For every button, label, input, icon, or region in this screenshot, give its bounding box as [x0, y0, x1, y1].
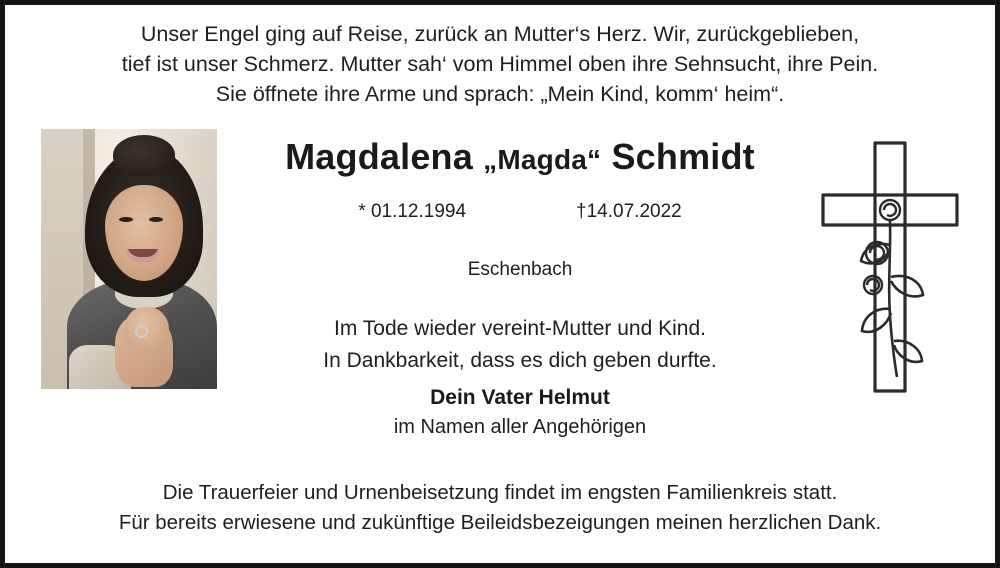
photo-eye-right	[149, 217, 163, 222]
birth-date: * 01.12.1994	[358, 201, 467, 222]
notice-line-1: Die Trauerfeier und Urnenbeisetzung findet im engsten Familienkreis statt.	[162, 481, 838, 504]
mourner-behalf: im Namen aller Angehörigen	[393, 416, 647, 438]
photo-ring	[135, 325, 148, 338]
verse-line-1: Unser Engel ging auf Reise, zurück an Mutter‘s Herz. Wir, zurückgeblieben,	[140, 22, 860, 46]
cross-with-roses-icon	[817, 137, 967, 397]
first-name: Magdalena	[285, 136, 473, 177]
deceased-name	[205, 136, 835, 178]
notice-line-2: Für bereits erwiesene und zukünftige Beileidsbezeigungen meinen herzlichen Dank.	[118, 511, 882, 534]
life-dates	[205, 201, 835, 223]
death-date: †14.07.2022	[576, 201, 682, 222]
funeral-notice	[45, 478, 955, 538]
photo-hair-bun	[113, 135, 175, 175]
memoriam-line-2: In Dankbarkeit, dass es dich geben durfte.	[323, 349, 717, 372]
verse-line-3: Sie öffnete ihre Arme und sprach: „Mein Kind, komm‘ heim“.	[215, 82, 785, 106]
obituary-inner	[5, 5, 995, 563]
memoriam-text	[185, 313, 855, 377]
last-name: Schmidt	[611, 136, 755, 177]
photo-eye-left	[119, 217, 133, 222]
verse-line-2: tief ist unser Schmerz. Mutter sah‘ vom Himmel oben ihre Sehnsucht, ihre Pein.	[121, 52, 879, 76]
memorial-verse	[65, 19, 935, 109]
mourner-father: Dein Vater Helmut	[430, 386, 610, 409]
place-name: Eschenbach	[467, 259, 573, 280]
nickname: „Magda“	[483, 144, 602, 175]
memoriam-line-1: Im Tode wieder vereint-Mutter und Kind.	[334, 317, 706, 340]
